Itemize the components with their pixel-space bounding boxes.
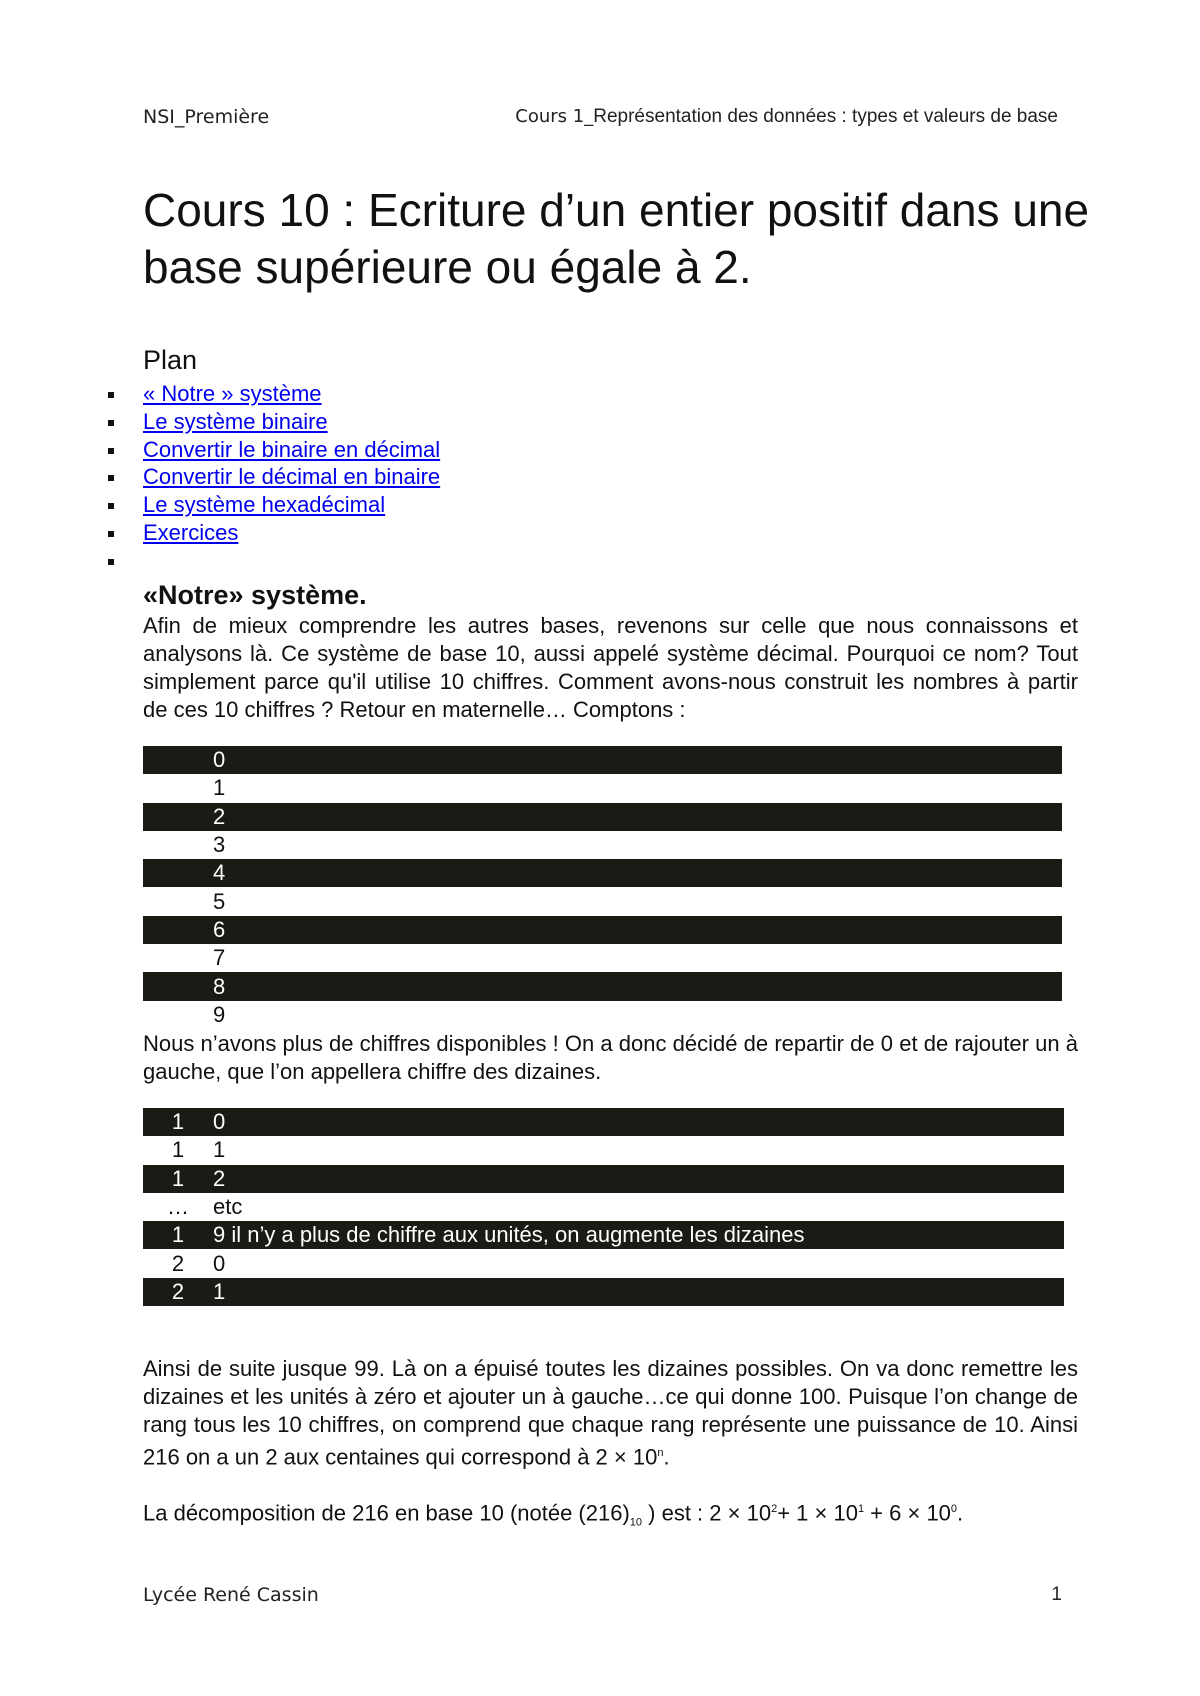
table-row bbox=[143, 1136, 1064, 1164]
decomp-mid2: + 1 × 10 bbox=[777, 1500, 858, 1526]
page-number: 1 bbox=[1051, 1584, 1062, 1605]
digit-cell: 1 bbox=[213, 774, 1062, 802]
table-row bbox=[143, 1278, 1064, 1306]
table-row bbox=[143, 972, 1062, 1000]
digit-cell: 7 bbox=[213, 944, 1062, 972]
tens-cell: 2 bbox=[143, 1278, 213, 1306]
plan-item bbox=[105, 436, 440, 464]
bullet-icon bbox=[108, 475, 114, 481]
plan-list bbox=[105, 380, 440, 575]
decomp-start: La décomposition de 216 en base 10 (notée (216) bbox=[143, 1500, 630, 1526]
footer-school: Lycée René Cassin bbox=[143, 1584, 319, 1606]
table-cell-empty bbox=[143, 944, 213, 972]
powers-end: . bbox=[663, 1444, 670, 1470]
powers-exponent: n bbox=[657, 1447, 664, 1459]
powers-text: Ainsi de suite jusque 99. Là on a épuisé toutes les dizaines possibles. On va donc remettre les dizaines et les unités à zéro et ajouter un à gauche…ce qui donne 100. Puisque l’on change de rang tous les 10 chiffres, on comprend que chaque rang représente une puissance de 10. Ainsi 216 on a un 2 aux centaines qui correspond à 2 × 10 bbox=[143, 1356, 1078, 1470]
decomp-base: 10 bbox=[629, 1516, 643, 1529]
powers-paragraph bbox=[143, 1355, 1078, 1471]
plan-link-binaire[interactable]: Le système binaire bbox=[143, 408, 328, 434]
decomp-end: . bbox=[957, 1500, 964, 1526]
table-row bbox=[143, 944, 1062, 972]
plan-link-exercices[interactable]: Exercices bbox=[143, 519, 239, 545]
bullet-icon bbox=[108, 503, 114, 509]
table-cell-empty bbox=[143, 859, 213, 887]
plan-link-notre-systeme[interactable]: « Notre » système bbox=[143, 381, 322, 406]
decomp-exp-0: 0 bbox=[950, 1503, 958, 1515]
units-cell: 2 bbox=[213, 1165, 1064, 1193]
tens-cell: 1 bbox=[143, 1221, 213, 1249]
bullet-icon bbox=[108, 448, 114, 454]
table-row bbox=[143, 1249, 1064, 1277]
bullet-icon bbox=[108, 531, 114, 537]
digit-cell: 5 bbox=[213, 887, 1062, 915]
digits-table bbox=[143, 746, 1062, 1029]
units-cell: etc bbox=[213, 1193, 1064, 1221]
tens-table bbox=[143, 1108, 1064, 1306]
header-right-text: Représentation des données : types et valeurs de base bbox=[593, 106, 1058, 127]
table-cell-empty bbox=[143, 803, 213, 831]
table-row bbox=[143, 774, 1062, 802]
section-heading: «Notre» système. bbox=[143, 580, 367, 610]
plan-item bbox=[105, 519, 440, 547]
bullet-icon bbox=[108, 420, 114, 426]
page-title: Cours 10 : Ecriture d’un entier positif dans une base supérieure ou égale à 2. bbox=[143, 184, 1090, 293]
table-cell-empty bbox=[143, 774, 213, 802]
decomp-exp-1: 1 bbox=[857, 1503, 865, 1515]
units-cell: 0 bbox=[213, 1249, 1064, 1277]
header-right-prefix: Cours 1_ bbox=[515, 106, 594, 127]
decomposition-line bbox=[143, 1495, 1078, 1537]
table-row bbox=[143, 1001, 1062, 1029]
tens-cell: 1 bbox=[143, 1136, 213, 1164]
table-cell-empty bbox=[143, 887, 213, 915]
intro-paragraph: Afin de mieux comprendre les autres bases, revenons sur celle que nous connaissons et analysons là. Ce système de base 10, aussi appelé système décimal. Pourquoi ce nom? Tout simplement parce qu'il utilise 10 chiffres. Comment avons-nous construit les nombres à partir de ces 10 chiffres ? Retour en maternelle… Comptons : bbox=[143, 613, 1078, 722]
digit-cell: 0 bbox=[213, 746, 1062, 774]
table-cell-empty bbox=[143, 831, 213, 859]
plan-heading: Plan bbox=[143, 345, 198, 375]
table-row bbox=[143, 746, 1062, 774]
bullet-icon bbox=[108, 559, 114, 565]
header-left: NSI_Première bbox=[143, 106, 270, 128]
digit-cell: 9 bbox=[213, 1001, 1062, 1029]
table-cell-empty bbox=[143, 972, 213, 1000]
table-row bbox=[143, 916, 1062, 944]
table-row bbox=[143, 1165, 1064, 1193]
plan-link-decimal-binaire[interactable]: Convertir le décimal en binaire bbox=[143, 464, 441, 490]
decomp-mid3: + 6 × 10 bbox=[864, 1500, 951, 1526]
tens-cell: 1 bbox=[143, 1165, 213, 1193]
plan-item bbox=[105, 463, 440, 491]
units-cell: 1 bbox=[213, 1278, 1064, 1306]
plan-item bbox=[105, 380, 440, 408]
decomp-mid: ) est : 2 × 10 bbox=[642, 1500, 772, 1526]
table-row bbox=[143, 1108, 1064, 1136]
table-cell-empty bbox=[143, 1001, 213, 1029]
units-cell: 9 il n’y a plus de chiffre aux unités, on augmente les dizaines bbox=[213, 1221, 1064, 1249]
plan-link-binaire-decimal[interactable]: Convertir le binaire en décimal bbox=[143, 436, 441, 462]
plan-item bbox=[105, 491, 440, 519]
table-cell-empty bbox=[143, 746, 213, 774]
plan-item bbox=[105, 408, 440, 436]
table-row bbox=[143, 1221, 1064, 1249]
plan-link-hexadecimal[interactable]: Le système hexadécimal bbox=[143, 492, 386, 518]
bullet-icon bbox=[108, 392, 114, 398]
units-cell: 0 bbox=[213, 1108, 1064, 1136]
table-row bbox=[143, 887, 1062, 915]
plan-item bbox=[105, 547, 440, 575]
table-row bbox=[143, 831, 1062, 859]
digit-cell: 8 bbox=[213, 972, 1062, 1000]
table-row bbox=[143, 1193, 1064, 1221]
table-cell-empty bbox=[143, 916, 213, 944]
table-row bbox=[143, 859, 1062, 887]
units-cell: 1 bbox=[213, 1136, 1064, 1164]
tens-cell: 1 bbox=[143, 1108, 213, 1136]
after-digits-paragraph: Nous n’avons plus de chiffres disponibles ! On a donc décidé de repartir de 0 et de rajouter un à gauche, que l’on appellera chiffre des dizaines. bbox=[143, 1031, 1078, 1084]
digit-cell: 3 bbox=[213, 831, 1062, 859]
digit-cell: 6 bbox=[213, 916, 1062, 944]
tens-cell: … bbox=[143, 1193, 213, 1221]
decomp-exp-2: 2 bbox=[771, 1503, 778, 1515]
table-row bbox=[143, 803, 1062, 831]
digit-cell: 2 bbox=[213, 803, 1062, 831]
tens-cell: 2 bbox=[143, 1249, 213, 1277]
digit-cell: 4 bbox=[213, 859, 1062, 887]
header-right bbox=[515, 106, 1058, 128]
